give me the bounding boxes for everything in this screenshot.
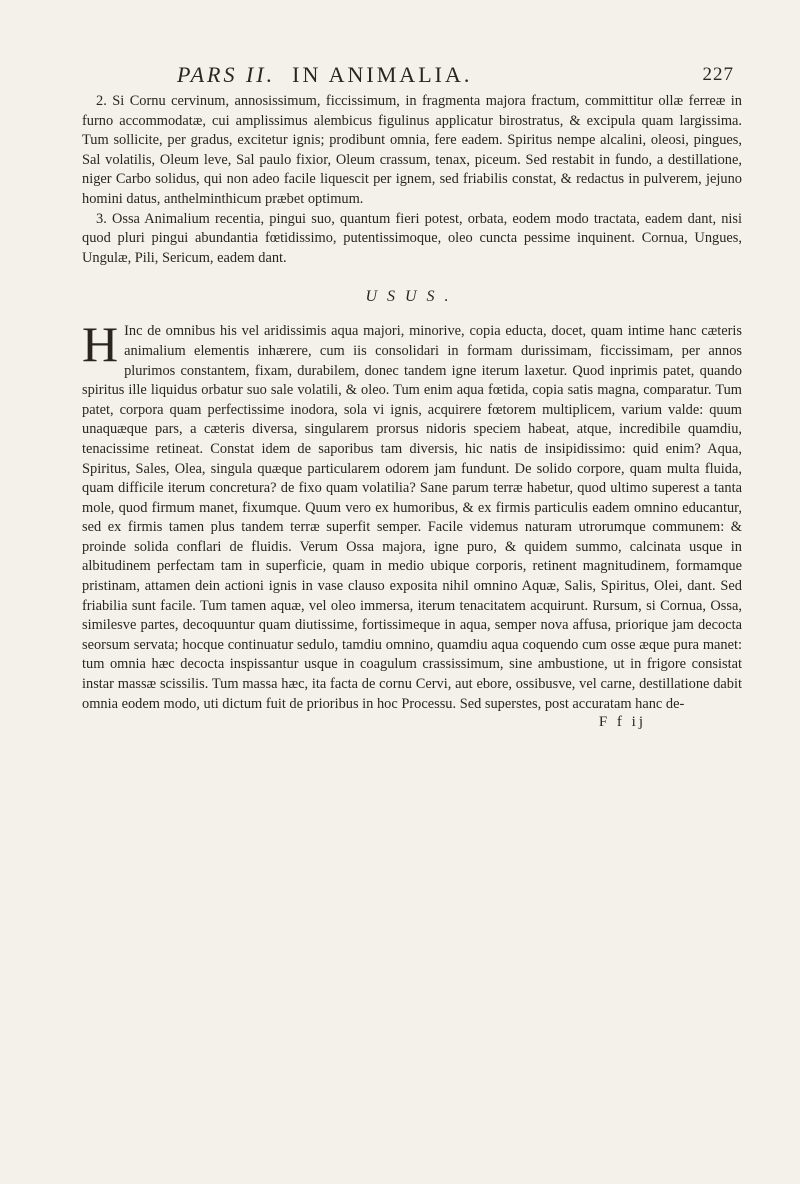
drop-cap: H <box>82 316 119 373</box>
signature-mark: F f ij <box>598 714 646 731</box>
page-number: 227 <box>702 64 734 85</box>
paragraph-3: 3. Ossa Animalium recentia, pingui suo, quantum fieri potest, orbata, eodem modo tractata, eadem dant, nisi quod pluri pingui abundantia fœtidissimo, putentissimoque, oleo cuncta pessime inquinent. Cornua, Ungues, Ungulæ, Pili, Sericum, eadem dant. <box>82 210 742 266</box>
usus-paragraph <box>82 316 742 714</box>
usus-text: Inc de omnibus his vel aridissimis aqua majori, minorive, copia educta, docet, quam intime hanc cæteris animalium elementis inhærere, cum iis consolidari in formam durissimam, ficcissimam, per annos plurimos constantem, fixam, durabilem, donec tandem igne iterum laxetur. Quod inprimis patet, quando spiritus ille liquidus orbatur suo sale volatili, & oleo. Tum enim aqua fœtida, copia satis magna, comparatur. Tum patet, corpora quam perfectissime inodora, sola vi ignis, acquirere fœtorem multiplicem, varium valde: quum unaquæque pars, a cæteris diversa, singularem prorsus nidoris speciem habeat, atque, incredibile quamdiu, tenacissime retineat. Constat idem de saporibus tam diversis, hic natis de insipidissimo: quid enim? Aqua, Spiritus, Sales, Olea, singula quæque particularem odorem jam fundunt. De solido corpore, quam multa fluida, quam difficile iterum concretura? de fixo quam volatilia? Sane parum terræ habetur, quod ultimo superest a tanta mole, quod firmum manet, fixumque. Quum vero ex humoribus, & ex firmis particulis eadem omnino educantur, sed ex firmis tamen plus tandem terræ superfit semper. Facile videmus naturam utrorumque communem: & proinde solida conflari de fluidis. Verum Ossa majora, igne puro, & quidem summo, calcinata usque in albitudinem perfectam tam in superficie, quam in medio ubique corporis, retinent magnitudinem, formamque pristinam, attamen dein actioni ignis in vase clauso exposita nihil omnino Aquæ, Salis, Spiritus, Olei, dant. Sed friabilia sunt facile. Tum tamen aquæ, vel oleo immersa, iterum tenacitatem acquirunt. Rursum, si Cornua, Ossa, similesve partes, decoquuntur quam diutissime, fortissimeque in aqua, semper nova affusa, priorique jam decocta seorsum servata; hocque continuatur sedulo, tamdiu omnino, quamdiu aqua coquendo cum osse æque pura manet: tum omnia hæc decocta inspissantur usque in coagulum crassissimum, sine ambustione, ut in frigore consistat instar massæ scissilis. Tum massa hæc, ita facta de cornu Cervi, aut ebore, ossibusve, vel carne, destillatione dabit omnia eodem modo, uti dictum fuit de prioribus in hoc Processu. Sed superstes, post accuratam hanc de- <box>82 323 742 712</box>
part-label: PARS II. <box>177 62 276 87</box>
section-heading: USUS. <box>365 288 459 306</box>
running-title <box>177 62 472 88</box>
section-label: IN ANIMALIA. <box>292 62 473 87</box>
paragraph-2: 2. Si Cornu cervinum, annosissimum, ficcissimum, in fragmenta majora fractum, committitur ollæ ferreæ in furno accommodatæ, cui amplissimus alembicus figulinus applicatur birostratus, & excipula quam largissima. Tum sollicite, per gradus, excitetur ignis; prodibunt omnia, fere eadem. Spiritus nempe alcalini, oleosi, pingues, Sal volatilis, Oleum leve, Sal paulo fixior, Oleum crassum, tenax, piceum. Sed restabit in fundo, a destillatione, niger Carbo solidus, qui non adeo facile liquescit per ignem, sed friabilis constat, & redactus in pulverem, jejuno homini datus, anthelminthicum præbet optimum. <box>82 93 742 207</box>
running-head <box>82 62 742 92</box>
